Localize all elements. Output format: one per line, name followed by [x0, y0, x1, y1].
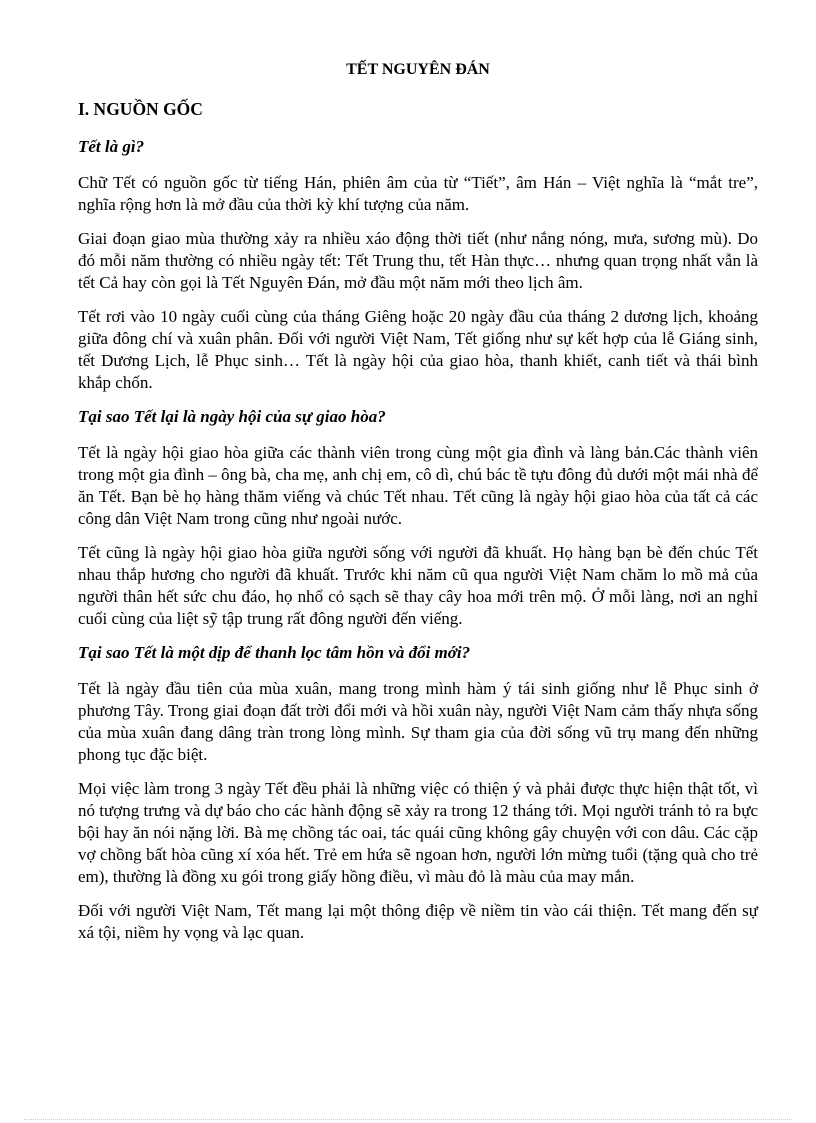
paragraph: Tết là ngày đầu tiên của mùa xuân, mang trong mình hàm ý tái sinh giống như lễ Phục sinh ở phương Tây. Trong giai đoạn đất trời đổi mới và hồi xuân này, người Việt Nam cảm thấy nhựa sống của mùa xuân đang dâng tràn trong lòng mình. Sự tham gia của đời sống vũ trụ mang đến những phong tục đặc biệt. — [78, 679, 758, 764]
paragraph: Mọi việc làm trong 3 ngày Tết đều phải là những việc có thiện ý và phải được thực hiện thật tốt, vì nó tượng trưng và dự báo cho các hành động sẽ xảy ra trong 12 tháng tới. Mọi người tránh tỏ ra bực bội hay ăn nói nặng lời. Bà mẹ chồng tác oai, tác quái cũng không gây chuyện với con dâu. Các cặp vợ chồng bất hòa cũng xí xóa hết. Trẻ em hứa sẽ ngoan hơn, người lớn mừng tuổi (tặng quà cho trẻ em), thường là đồng xu gói trong giấy hồng điều, vì màu đỏ là màu của may mắn. — [78, 779, 758, 886]
paragraph: Tết cũng là ngày hội giao hòa giữa người sống với người đã khuất. Họ hàng bạn bè đến chúc Tết nhau thắp hương cho người đã khuất. Trước khi năm cũ qua người Việt Nam chăm lo mồ mả của người thân hết sức chu đáo, họ nhổ cỏ sạch sẽ thay cây hoa mới trên mộ. Ở mỗi làng, nơi an nghỉ cuối cùng của liệt sỹ tập trung rất đông người đến viếng. — [78, 543, 758, 628]
paragraph: Chữ Tết có nguồn gốc từ tiếng Hán, phiên âm của từ “Tiết”, âm Hán – Việt nghĩa là “mắt tre”, nghĩa rộng hơn là mở đầu của thời kỳ khí tượng của năm. — [78, 173, 758, 214]
subheading-what-is-tet: Tết là gì? — [78, 137, 145, 156]
paragraph: Giai đoạn giao mùa thường xảy ra nhiều xáo động thời tiết (như nắng nóng, mưa, sương mù). Do đó mỗi năm thường có nhiều ngày tết: Tết Trung thu, tết Hàn thực… nhưng quan trọng nhất vẫn là tết Cả hay còn gọi là Tết Nguyên Đán, mở đầu một năm mới theo lịch âm. — [78, 229, 758, 292]
document-page — [78, 60, 758, 956]
section-heading: I. NGUỒN GỐC — [78, 99, 203, 119]
subheading-harmony: Tại sao Tết lại là ngày hội của sự giao hòa? — [78, 407, 386, 426]
paragraph: Đối với người Việt Nam, Tết mang lại một thông điệp về niềm tin vào cái thiện. Tết mang đến sự xá tội, niềm hy vọng và lạc quan. — [78, 901, 758, 942]
document-title: TẾT NGUYÊN ĐÁN — [346, 61, 490, 78]
page-bottom-rule — [24, 1119, 792, 1120]
paragraph: Tết rơi vào 10 ngày cuối cùng của tháng Giêng hoặc 20 ngày đầu của tháng 2 dương lịch, khoảng giữa đông chí và xuân phân. Đối với người Việt Nam, Tết giống như sự kết hợp của lễ Giáng sinh, tết Dương Lịch, lễ Phục sinh… Tết là ngày hội của giao hòa, thanh khiết, canh tiết và thái bình khắp chốn. — [78, 307, 758, 392]
paragraph: Tết là ngày hội giao hòa giữa các thành viên trong cùng một gia đình và làng bản.Các thành viên trong một gia đình – ông bà, cha mẹ, anh chị em, cô dì, chú bác tề tựu đông đủ dưới một mái nhà để ăn Tết. Bạn bè họ hàng thăm viếng và chúc Tết nhau. Tết cũng là ngày hội giao hòa của tất cả các công dân Việt Nam trong cũng như ngoài nước. — [78, 443, 758, 528]
subheading-renewal: Tại sao Tết là một dịp để thanh lọc tâm hồn và đổi mới? — [78, 643, 471, 662]
